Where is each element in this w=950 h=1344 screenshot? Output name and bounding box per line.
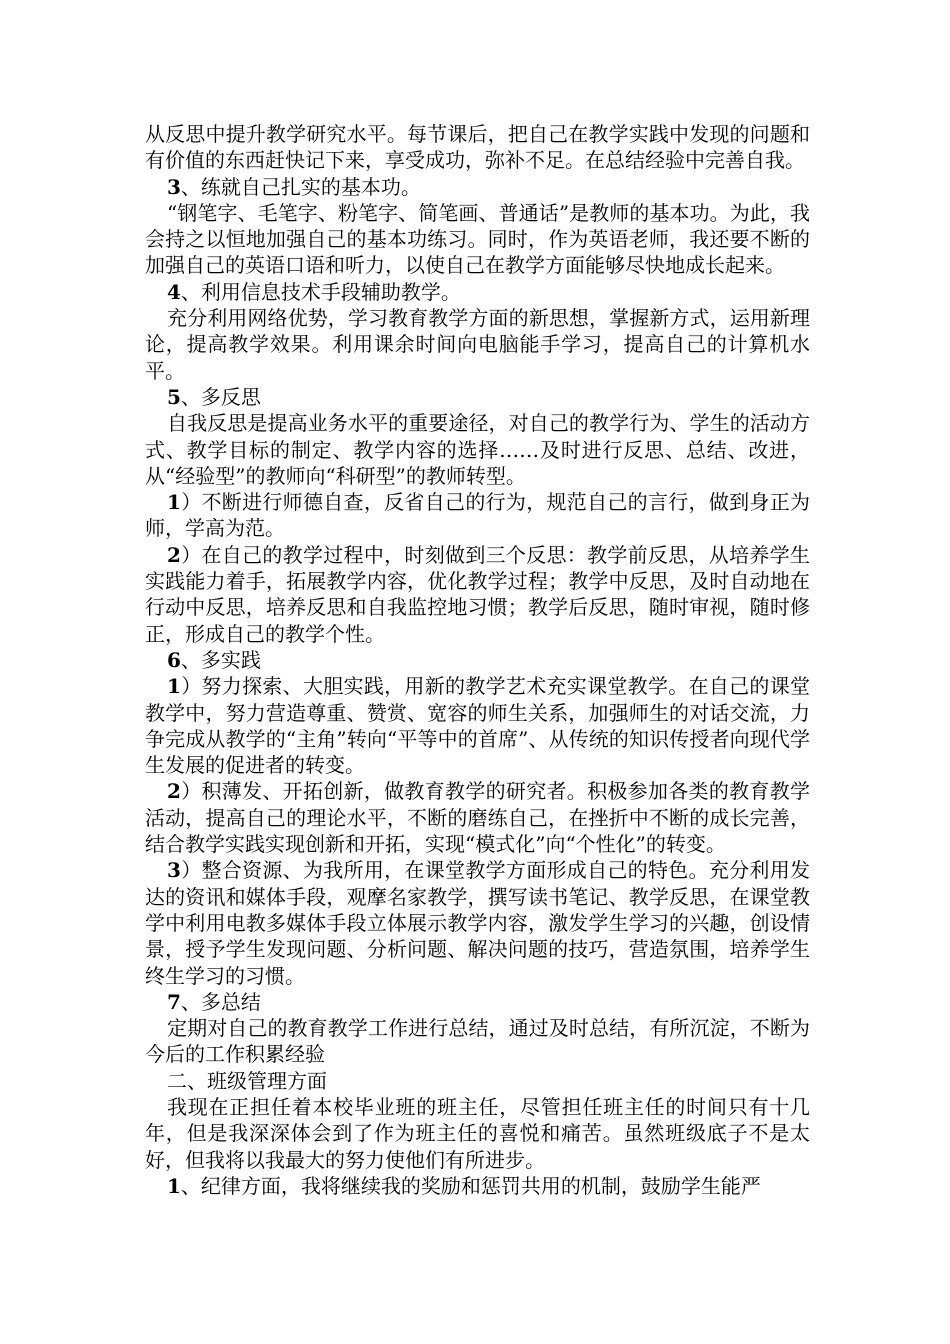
paragraph-text: 、利用信息技术手段辅助教学。 <box>180 279 461 304</box>
item-number: 1 <box>167 1173 181 1198</box>
body-paragraph <box>145 410 810 489</box>
body-paragraph <box>145 1094 810 1173</box>
paragraph-text: 我现在正担任着本校毕业班的班主任，尽管担任班主任的时间只有十几年，但是我深深体会到了作为班主任的喜悦和痛苦。虽然班级底子不是太好，但我将以我最大的努力使他们有所进步。 <box>145 1094 810 1172</box>
item-number: 1 <box>167 490 181 515</box>
paragraph-text: ）在自己的教学过程中，时刻做到三个反思：教学前反思，从培养学生实践能力着手，拓展教学内容，优化教学过程；教学中反思，及时自动地在行动中反思，培养反思和自我监控地习惯；教学后反思，随时审视，随时修正，形成自己的教学个性。 <box>145 542 810 646</box>
item-number: 2 <box>167 779 181 804</box>
item-number: 2 <box>167 542 181 567</box>
document-body <box>145 121 810 1199</box>
body-paragraph <box>145 121 810 174</box>
paragraph-text: “钢笔字、毛笔字、粉笔字、简笔画、普通话”是教师的基本功。为此，我会持之以恒地加强自己的基本功练习。同时，作为英语老师，我还要不断的加强自己的英语口语和听力，以使自己在教学方面能够尽快地成长起来。 <box>145 200 810 278</box>
section-heading <box>145 989 810 1015</box>
numbered-paragraph <box>145 1173 810 1199</box>
section-heading <box>145 647 810 673</box>
body-paragraph <box>145 200 810 279</box>
paragraph-text: 自我反思是提高业务水平的重要途径，对自己的教学行为、学生的活动方式、教学目标的制定、教学内容的选择……及时进行反思、总结、改进，从“经验型”的教师向“科研型”的教师转型。 <box>145 411 810 488</box>
paragraph-text: 、练就自己扎实的基本功。 <box>180 174 421 199</box>
paragraph-text: 、多反思 <box>180 384 261 409</box>
numbered-paragraph <box>145 778 810 857</box>
paragraph-text: ）不断进行师德自查，反省自己的行为，规范自己的言行，做到身正为师，学高为范。 <box>145 490 810 541</box>
section-heading <box>145 384 810 410</box>
item-number: 4 <box>167 279 181 304</box>
paragraph-text: 、多总结 <box>180 989 261 1014</box>
body-paragraph <box>145 1015 810 1068</box>
section-heading <box>145 1068 810 1094</box>
numbered-paragraph <box>145 857 810 988</box>
paragraph-text: 从反思中提升教学研究水平。每节课后，把自己在教学实践中发现的问题和有价值的东西赶快记下来，享受成功，弥补不足。在总结经验中完善自我。 <box>145 122 810 173</box>
numbered-paragraph <box>145 489 810 542</box>
numbered-paragraph <box>145 542 810 647</box>
paragraph-text: 二、班级管理方面 <box>167 1068 327 1093</box>
numbered-paragraph <box>145 673 810 778</box>
paragraph-text: 、多实践 <box>180 647 261 672</box>
paragraph-text: ）努力探索、大胆实践，用新的教学艺术充实课堂教学。在自己的课堂教学中，努力营造尊重、赞赏、宽容的师生关系，加强师生的对话交流，力争完成从教学的“主角”转向“平等中的首席”、从传统的知识传授者向现代学生发展的促进者的转变。 <box>145 674 810 778</box>
item-number: 7 <box>167 989 181 1014</box>
item-number: 3 <box>167 174 181 199</box>
body-paragraph <box>145 305 810 384</box>
paragraph-text: ）积薄发、开拓创新，做教育教学的研究者。积极参加各类的教育教学活动，提高自己的理论水平，不断的磨练自己，在挫折中不断的成长完善，结合教学实践实现创新和开拓，实现“模式化”向“个性化”的转变。 <box>145 779 810 857</box>
item-number: 1 <box>167 674 181 699</box>
section-heading <box>145 174 810 200</box>
item-number: 3 <box>167 858 181 883</box>
item-number: 5 <box>167 384 181 409</box>
paragraph-text: 定期对自己的教育教学工作进行总结，通过及时总结，有所沉淀，不断为今后的工作积累经验 <box>145 1016 810 1067</box>
paragraph-text: 充分利用网络优势，学习教育教学方面的新思想，掌握新方式，运用新理论，提高教学效果。利用课余时间向电脑能手学习，提高自己的计算机水平。 <box>145 306 810 383</box>
paragraph-text: 、纪律方面，我将继续我的奖励和惩罚共用的机制，鼓励学生能严 <box>180 1173 761 1198</box>
item-number: 6 <box>167 647 181 672</box>
section-heading <box>145 279 810 305</box>
paragraph-text: ）整合资源、为我所用，在课堂教学方面形成自己的特色。充分利用发达的资讯和媒体手段，观摩名家教学，撰写读书笔记、教学反思，在课堂教学中利用电教多媒体手段立体展示教学内容，激发学生学习的兴趣，创设情景，授予学生发现问题、分析问题、解决问题的技巧，营造氛围，培养学生终生学习的习惯。 <box>145 858 810 988</box>
